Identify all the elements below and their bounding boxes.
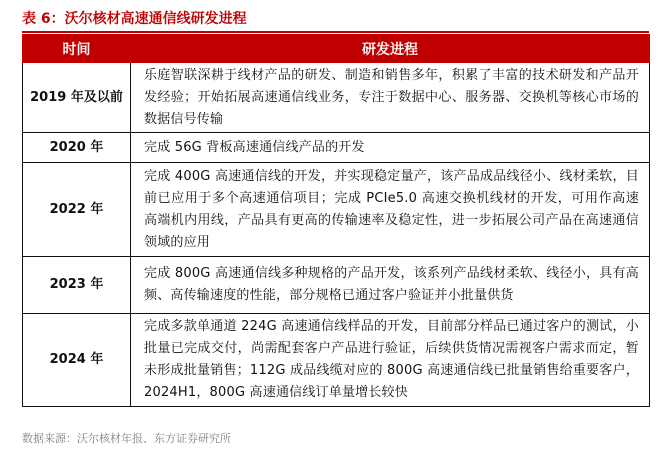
table-row xyxy=(23,314,650,407)
progress-cell: 乐庭智联深耕于线材产品的研发、制造和销售多年，积累了丰富的技术研发和产品开发经验；开始拓展高速通信线业务，专注于数据中心、服务器、交换机等核心市场的数据信号传输 xyxy=(131,63,650,133)
year-cell: 2020 年 xyxy=(23,133,131,163)
table-row xyxy=(23,163,650,257)
progress-cell: 完成 400G 高速通信线的开发，并实现稳定量产，该产品成品线径小、线材柔软，目前已应用于多个高速通信项目；完成 PCIe5.0 高速交换机线材的开发，可用作高速高端机内用线，产品具有更高的传输速率及稳定性，进一步拓展公司产品在高速通信领域的应用 xyxy=(131,163,650,257)
source-note: 数据来源：沃尔核材年报、东方证券研究所 xyxy=(22,432,231,445)
year-cell: 2022 年 xyxy=(23,163,131,257)
progress-cell: 完成 56G 背板高速通信线产品的开发 xyxy=(131,133,650,163)
table-title: 表 6：沃尔核材高速通信线研发进程 xyxy=(22,11,247,27)
column-header-time: 时间 xyxy=(23,35,131,63)
table-header-row xyxy=(23,35,650,63)
title-divider xyxy=(22,31,649,33)
progress-cell: 完成 800G 高速通信线多种规格的产品开发，该系列产品线材柔软、线径小，具有高频、高传输速度的性能，部分规格已通过客户验证并小批量供货 xyxy=(131,257,650,314)
column-header-progress: 研发进程 xyxy=(131,35,650,63)
year-cell: 2023 年 xyxy=(23,257,131,314)
progress-cell: 完成多款单通道 224G 高速通信线样品的开发，目前部分样品已通过客户的测试，小批量已完成交付，尚需配套客户产品进行验证，后续供货情况需视客户需求而定，暂未形成批量销售；112G 成品线缆对应的 800G 高速通信线已批量销售给重要客户，2024H1，800G 高速通信线订单量增长较快 xyxy=(131,314,650,407)
year-cell: 2024 年 xyxy=(23,314,131,407)
table-row xyxy=(23,133,650,163)
table-row xyxy=(23,257,650,314)
year-cell: 2019 年及以前 xyxy=(23,63,131,133)
table-row xyxy=(23,63,650,133)
rd-progress-table xyxy=(22,34,650,407)
